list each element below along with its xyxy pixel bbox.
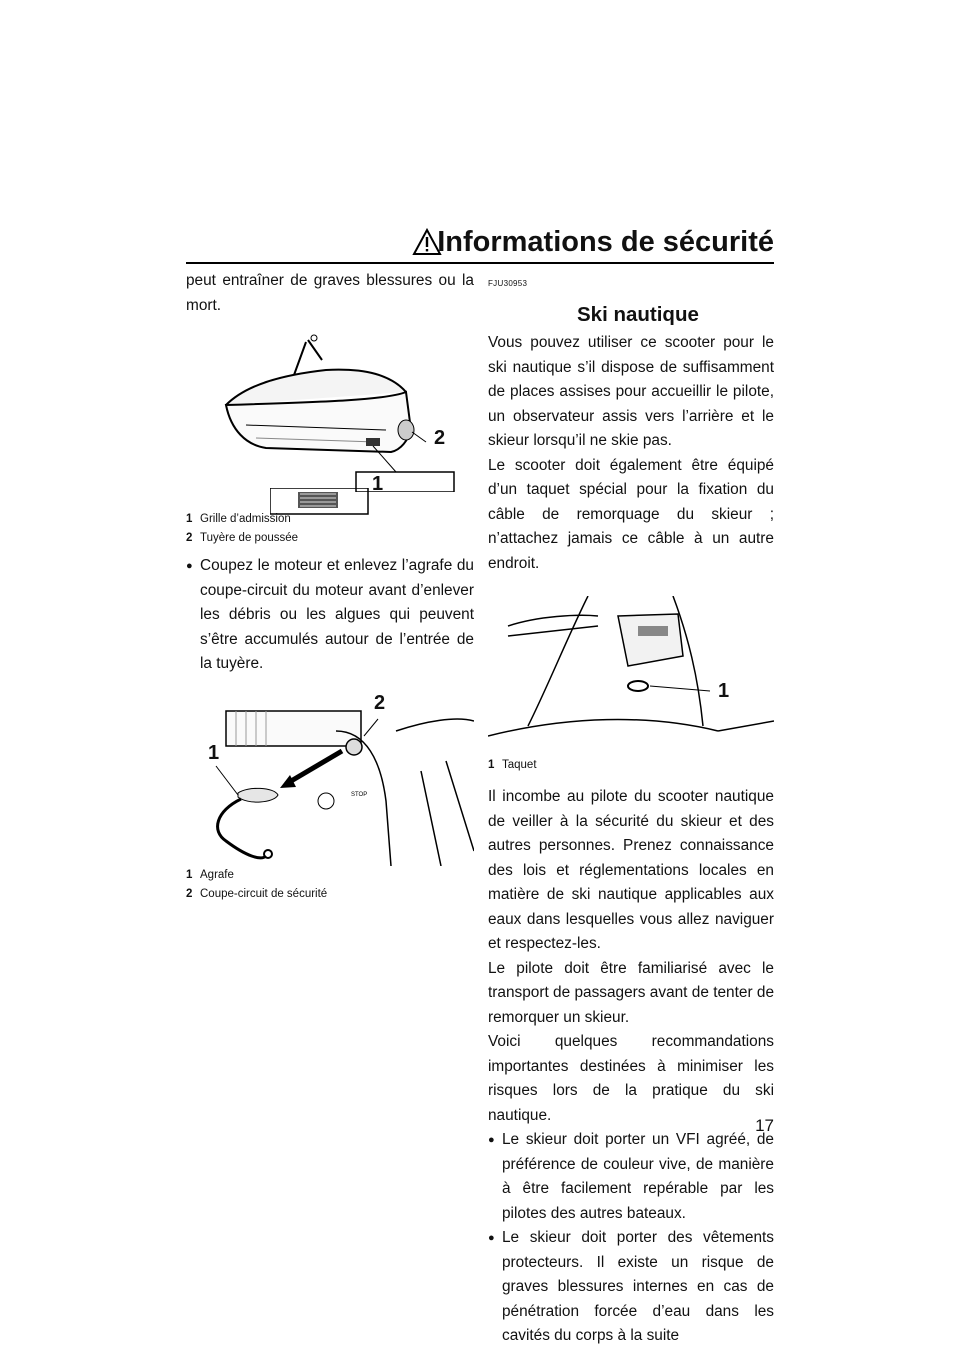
- paragraph-4: Le pilote doit être familiarisé avec le transport de passagers avant de tenter de remorquer un skieur.: [488, 959, 774, 1026]
- figure-intake-zoom: [270, 488, 370, 516]
- callout-2: 2: [434, 427, 446, 449]
- intake-grate-illustration: [270, 488, 370, 516]
- figure3-captions: [488, 756, 774, 775]
- section-code: FJU30953: [488, 279, 528, 288]
- bullet-item: [488, 1128, 774, 1226]
- callout-1: 1: [718, 680, 730, 702]
- callout-1: 1: [372, 473, 384, 495]
- figure-lanyard: [186, 691, 474, 866]
- bullet-dot-icon: ●: [488, 1134, 495, 1146]
- callout-1: 1: [208, 741, 220, 764]
- caption-1: 1 Agrafe: [186, 868, 234, 881]
- right-column: [488, 272, 774, 1349]
- figure2-captions: [186, 866, 474, 904]
- caption-2: 2 Coupe-circuit de sécurité: [186, 887, 328, 900]
- bullet-item: [186, 554, 474, 677]
- paragraph-5: Voici quelques recommandations importantes destinées à minimiser les risques lors de la pratique du ski nautique.: [488, 1033, 774, 1124]
- caption-2: 2 Tuyère de poussée: [186, 532, 299, 544]
- section-heading: Ski nautique: [577, 302, 699, 326]
- paragraph-1: Vous pouvez utiliser ce scooter pour le ski nautique s’il dispose de suffisamment de places assises pour accueillir le pilote, un observateur assis vers l’arrière et le skieur lorsqu’il ne skie pas.: [488, 334, 774, 449]
- page-number: 17: [755, 1116, 774, 1135]
- page-header: [186, 226, 774, 262]
- bullet-text: Le skieur doit porter un VFI agréé, de préférence de couleur vive, de manière à être facilement repérable par les pilotes des autres bateaux.: [502, 1131, 774, 1222]
- jet-ski-illustration: [186, 330, 474, 492]
- left-column: [186, 269, 474, 904]
- lanyard-illustration: [186, 691, 474, 866]
- bullet-item: [488, 1226, 774, 1349]
- bullet-text: Le skieur doit porter des vêtements protecteurs. Il existe un risque de graves blessures internes en cas de pénétration forcée d’eau dans les cavités du corps à la suite: [502, 1229, 774, 1344]
- bullet-dot-icon: ●: [488, 1232, 495, 1244]
- tow-hook-illustration: [488, 596, 774, 756]
- figure-tow-hook: [488, 596, 774, 756]
- paragraph-3: Il incombe au pilote du scooter nautique de veiller à la sécurité du skieur et des autres personnes. Prenez connaissance des lois et réglementations locales en matière de ski nautique applicables aux eaux dans lesquelles vous allez naviguer et respectez-les.: [488, 788, 774, 952]
- header-rule: [186, 262, 774, 264]
- paragraph-2: Le scooter doit également être équipé d’un taquet spécial pour la fixation du câble de remorquage du skieur ; n’attachez jamais ce câble à un autre endroit.: [488, 456, 774, 572]
- intro-text: peut entraîner de graves blessures ou la mort.: [186, 272, 474, 314]
- page-title: Informations de sécurité: [437, 226, 774, 258]
- bullet-dot-icon: ●: [186, 560, 193, 572]
- callout-2: 2: [374, 691, 386, 714]
- caption-1: 1 Grille d’admission: [186, 513, 291, 525]
- svg-text:STOP: STOP: [351, 791, 368, 798]
- caption-1: 1 Taquet: [488, 759, 537, 771]
- bullet-text: Coupez le moteur et enlevez l’agrafe du coupe-circuit du moteur avant d’enlever les débris ou les algues qui peuvent s’être accumulés autour de l’entrée de la tuyère.: [200, 557, 474, 672]
- figure-jet-ski-intake: [186, 330, 474, 495]
